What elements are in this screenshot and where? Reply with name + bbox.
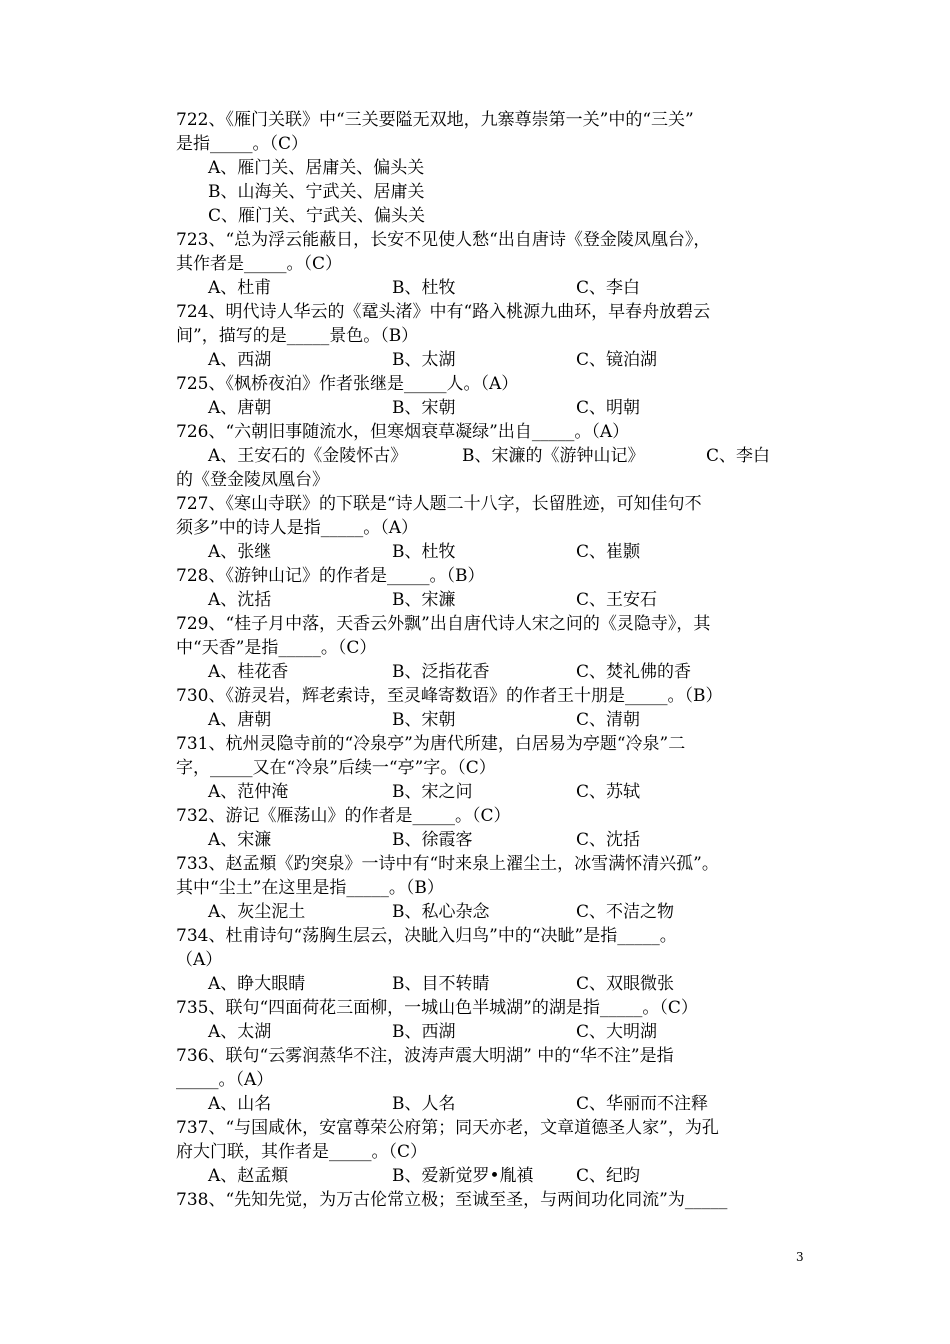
answer-option: C、明朝 — [576, 398, 641, 418]
question-block — [176, 1116, 776, 1188]
answer-options-row — [176, 828, 776, 852]
answer-option: B、宋濂 — [392, 590, 456, 610]
question-stem: 728、《游钟山记》的作者是_____。（B） — [176, 566, 485, 586]
question-block — [176, 372, 776, 420]
answer-option: C、雁门关、宁武关、偏头关 — [208, 206, 426, 226]
answer-option: B、宋朝 — [392, 398, 456, 418]
answer-option: A、山名 — [208, 1094, 272, 1114]
answer-option: B、泛指花香 — [392, 662, 490, 682]
answer-option: C、不洁之物 — [576, 902, 675, 922]
question-block — [176, 996, 776, 1044]
question-stem: 其中“尘土”在这里是指_____。（B） — [176, 878, 444, 898]
answer-options-row — [176, 540, 776, 564]
question-block — [176, 108, 776, 228]
question-stem: 724、明代诗人华云的《鼋头渚》中有“路入桃源九曲环，早春舟放碧云 — [176, 302, 711, 322]
question-stem: 733、赵孟頫《趵突泉》一诗中有“时来泉上濯尘土，冰雪满怀清兴孤”。 — [176, 854, 719, 874]
answer-options-row — [176, 708, 776, 732]
answer-options-row — [176, 1092, 776, 1116]
answer-option: A、赵孟頫 — [208, 1166, 289, 1186]
answer-options-row — [176, 588, 776, 612]
question-block — [176, 612, 776, 684]
answer-option: B、山海关、宁武关、居庸关 — [208, 182, 425, 202]
answer-option: C、李白 — [576, 278, 641, 298]
question-stem: 735、联句“四面荷花三面柳，一城山色半城湖”的湖是指_____。（C） — [176, 998, 698, 1018]
answer-option: A、太湖 — [208, 1022, 272, 1042]
answer-option: B、宋濂的《游钟山记》 — [462, 446, 645, 466]
question-block — [176, 732, 776, 804]
question-stem: 729、“桂子月中落，天香云外飘”出自唐代诗人宋之问的《灵隐寺》，其 — [176, 614, 711, 634]
answer-option: C、华丽而不注释 — [576, 1094, 709, 1114]
answer-option: B、太湖 — [392, 350, 456, 370]
answer-option: B、西湖 — [392, 1022, 456, 1042]
answer-option: C、焚礼佛的香 — [576, 662, 692, 682]
answer-option: B、人名 — [392, 1094, 456, 1114]
answer-option: C、王安石 — [576, 590, 658, 610]
answer-option: A、桂花香 — [208, 662, 289, 682]
answer-option: C、清朝 — [576, 710, 641, 730]
question-stem: 中“天香”是指_____。（C） — [176, 638, 377, 658]
answer-options-row — [176, 780, 776, 804]
answer-option: A、灰尘泥土 — [208, 902, 306, 922]
answer-options-row — [176, 444, 776, 468]
answer-option: A、唐朝 — [208, 398, 272, 418]
answer-option: A、宋濂 — [208, 830, 272, 850]
answer-option: A、睁大眼睛 — [208, 974, 306, 994]
answer-option: B、徐霞客 — [392, 830, 473, 850]
answer-option: A、雁门关、居庸关、偏头关 — [208, 158, 425, 178]
answer-option: A、王安石的《金陵怀古》 — [208, 446, 408, 466]
question-block — [176, 852, 776, 924]
answer-options-row — [176, 348, 776, 372]
question-block — [176, 564, 776, 612]
question-list — [176, 108, 776, 1212]
answer-option: B、爱新觉罗•胤禛 — [392, 1166, 534, 1186]
question-block — [176, 804, 776, 852]
question-stem: _____。（A） — [176, 1070, 274, 1090]
question-stem: 722、《雁门关联》中“三关要隘无双地，九寨尊崇第一关”中的“三关” — [176, 110, 694, 130]
question-stem: 730、《游灵岩，辉老索诗，至灵峰寄数语》的作者王十朋是_____。（B） — [176, 686, 723, 706]
question-stem: 726、“六朝旧事随流水，但寒烟衰草凝绿”出自_____。（A） — [176, 422, 630, 442]
question-stem: 725、《枫桥夜泊》作者张继是_____人。（A） — [176, 374, 519, 394]
question-stem: 府大门联，其作者是_____。（C） — [176, 1142, 428, 1162]
answer-option: C、镜泊湖 — [576, 350, 658, 370]
question-stem: 732、游记《雁荡山》的作者是_____。（C） — [176, 806, 511, 826]
question-stem: （A） — [176, 950, 223, 970]
option-continuation: 的《登金陵凤凰台》 — [176, 470, 329, 490]
page-number: 3 — [796, 1250, 804, 1264]
question-stem: 738、“先知先觉，为万古伦常立极；至诚至圣，与两间功化同流”为_____ — [176, 1190, 728, 1210]
question-block — [176, 300, 776, 372]
question-block — [176, 420, 776, 492]
question-stem: 是指_____。（C） — [176, 134, 309, 154]
question-block — [176, 228, 776, 300]
question-block — [176, 924, 776, 996]
answer-options-row — [176, 1164, 776, 1188]
answer-option: C、苏轼 — [576, 782, 641, 802]
answer-options-row — [176, 972, 776, 996]
answer-option: B、宋之问 — [392, 782, 473, 802]
answer-option: A、西湖 — [208, 350, 272, 370]
question-stem: 其作者是_____。（C） — [176, 254, 343, 274]
answer-options-row — [176, 660, 776, 684]
answer-option: B、目不转睛 — [392, 974, 490, 994]
answer-option: C、纪昀 — [576, 1166, 641, 1186]
answer-option: C、崔颢 — [576, 542, 641, 562]
question-stem: 727、《寒山寺联》的下联是“诗人题二十八字，长留胜迹，可知佳句不 — [176, 494, 702, 514]
question-stem: 736、联句“云雾润蒸华不注，波涛声震大明湖” 中的“华不注”是指 — [176, 1046, 674, 1066]
question-stem: 737、“与国咸休，安富尊荣公府第；同天亦老，文章道德圣人家”，为孔 — [176, 1118, 719, 1138]
answer-option: B、杜牧 — [392, 278, 456, 298]
answer-options-row — [176, 396, 776, 420]
answer-options-row — [176, 276, 776, 300]
answer-options-row — [176, 1020, 776, 1044]
question-stem: 字，_____又在“冷泉”后续一“亭”字。（C） — [176, 758, 496, 778]
question-stem: 731、杭州灵隐寺前的“冷泉亭”为唐代所建，白居易为亭题“冷泉”二 — [176, 734, 686, 754]
answer-options-row — [176, 900, 776, 924]
question-stem: 723、“总为浮云能蔽日，长安不见使人愁“出自唐诗《登金陵凤凰台》， — [176, 230, 711, 250]
question-stem: 间”，描写的是_____景色。（B） — [176, 326, 419, 346]
answer-option: A、沈括 — [208, 590, 272, 610]
answer-option: C、沈括 — [576, 830, 641, 850]
answer-option: B、宋朝 — [392, 710, 456, 730]
question-block — [176, 492, 776, 564]
answer-option: C、李白 — [706, 446, 771, 466]
question-stem: 须多”中的诗人是指_____。（A） — [176, 518, 418, 538]
answer-option: C、双眼微张 — [576, 974, 675, 994]
question-block — [176, 684, 776, 732]
answer-option: A、唐朝 — [208, 710, 272, 730]
question-block — [176, 1044, 776, 1116]
answer-option: B、杜牧 — [392, 542, 456, 562]
answer-option: A、范仲淹 — [208, 782, 289, 802]
answer-option: C、大明湖 — [576, 1022, 658, 1042]
question-block — [176, 1188, 776, 1212]
question-stem: 734、杜甫诗句“荡胸生层云，决眦入归鸟”中的“决眦”是指_____。 — [176, 926, 677, 946]
answer-option: A、杜甫 — [208, 278, 272, 298]
answer-option: B、私心杂念 — [392, 902, 490, 922]
answer-option: A、张继 — [208, 542, 272, 562]
